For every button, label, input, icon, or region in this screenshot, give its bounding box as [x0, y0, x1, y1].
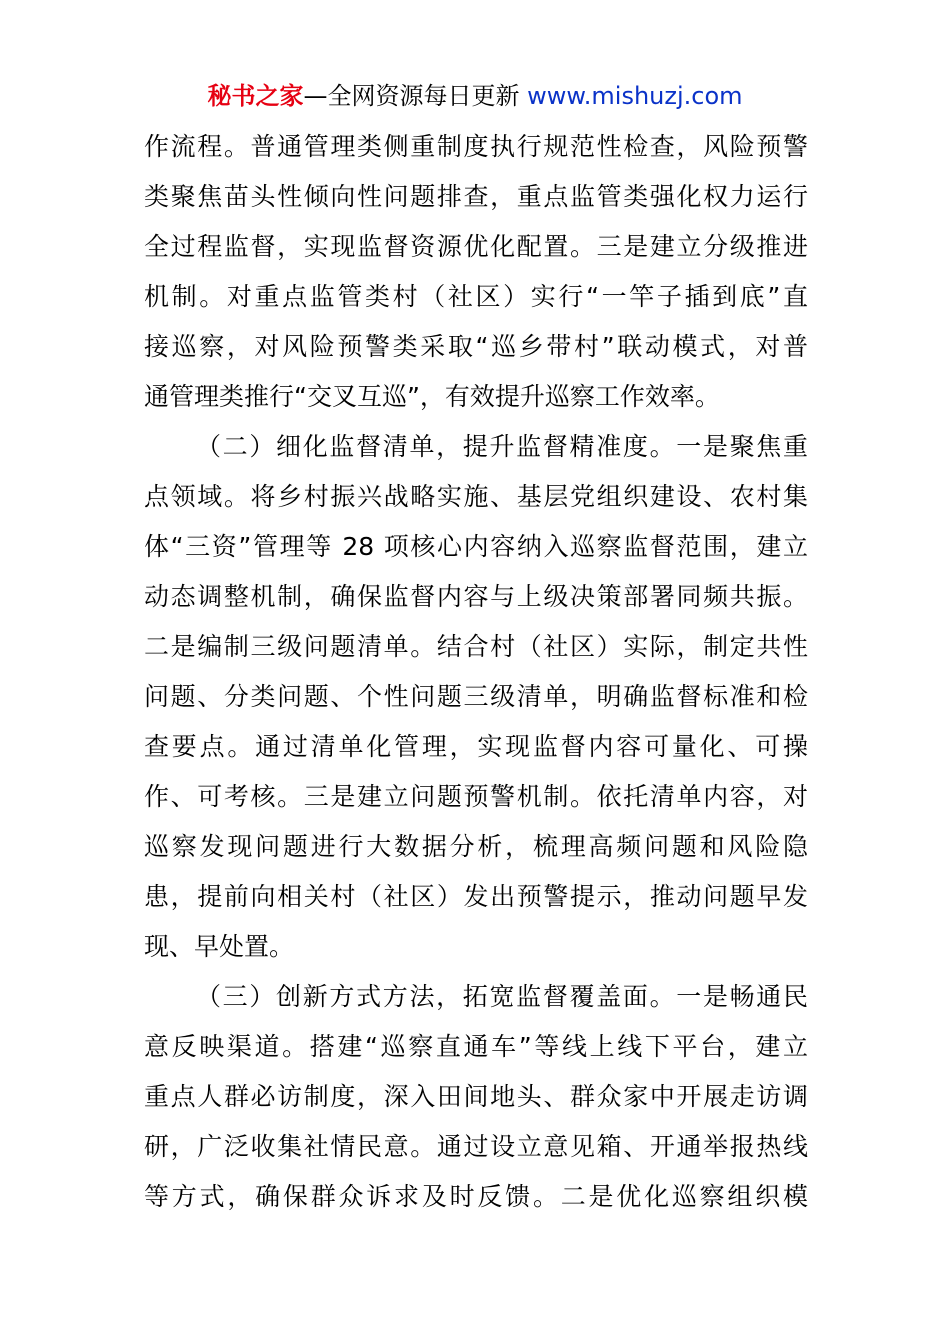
text-line: 二是编制三级问题清单。结合村（社区）实际，制定共性 [144, 632, 808, 661]
text-line: 意反映渠道。搭建“巡察直通车”等线上线下平台，建立 [144, 1032, 808, 1061]
text-line: 研，广泛收集社情民意。通过设立意见箱、开通举报热线 [144, 1132, 808, 1161]
text-line: 作流程。普通管理类侧重制度执行规范性检查，风险预警 [144, 132, 808, 161]
text-line: 巡察发现问题进行大数据分析，梳理高频问题和风险隐 [144, 832, 808, 861]
text-line: 全过程监督，实现监督资源优化配置。三是建立分级推进 [144, 232, 808, 261]
section-heading-line: （二）细化监督清单，提升监督精准度。一是聚焦重 [196, 432, 808, 461]
text-line: 查要点。通过清单化管理，实现监督内容可量化、可操 [144, 732, 808, 761]
text-line: 重点人群必访制度，深入田间地头、群众家中开展走访调 [144, 1082, 808, 1111]
text-line: 接巡察，对风险预警类采取“巡乡带村”联动模式，对普 [144, 332, 808, 361]
text-line: 体“三资”管理等 28 项核心内容纳入巡察监督范围，建立 [144, 532, 808, 561]
site-header [0, 80, 950, 112]
document-body [144, 122, 808, 1222]
text-line: 点领域。将乡村振兴战略实施、基层党组织建设、农村集 [144, 482, 808, 511]
site-brand: 秘书之家 [207, 82, 304, 110]
text-line: 问题、分类问题、个性问题三级清单，明确监督标准和检 [144, 682, 808, 711]
text-line: 通管理类推行“交叉互巡”，有效提升巡察工作效率。 [144, 382, 720, 411]
text-line: 机制。对重点监管类村（社区）实行“一竿子插到底”直 [144, 282, 808, 311]
section-heading-line: （三）创新方式方法，拓宽监督覆盖面。一是畅通民 [196, 982, 808, 1011]
text-line: 现、早处置。 [144, 932, 295, 961]
text-line: 动态调整机制，确保监督内容与上级决策部署同频共振。 [144, 582, 808, 611]
text-line: 等方式，确保群众诉求及时反馈。二是优化巡察组织模 [144, 1182, 808, 1211]
text-line: 作、可考核。三是建立问题预警机制。依托清单内容，对 [144, 782, 808, 811]
text-line: 类聚焦苗头性倾向性问题排查，重点监管类强化权力运行 [144, 182, 808, 211]
site-tagline: —全网资源每日更新 [303, 82, 520, 110]
site-url-link[interactable]: www.mishuzj.com [527, 82, 743, 110]
text-line: 患，提前向相关村（社区）发出预警提示，推动问题早发 [144, 882, 808, 911]
